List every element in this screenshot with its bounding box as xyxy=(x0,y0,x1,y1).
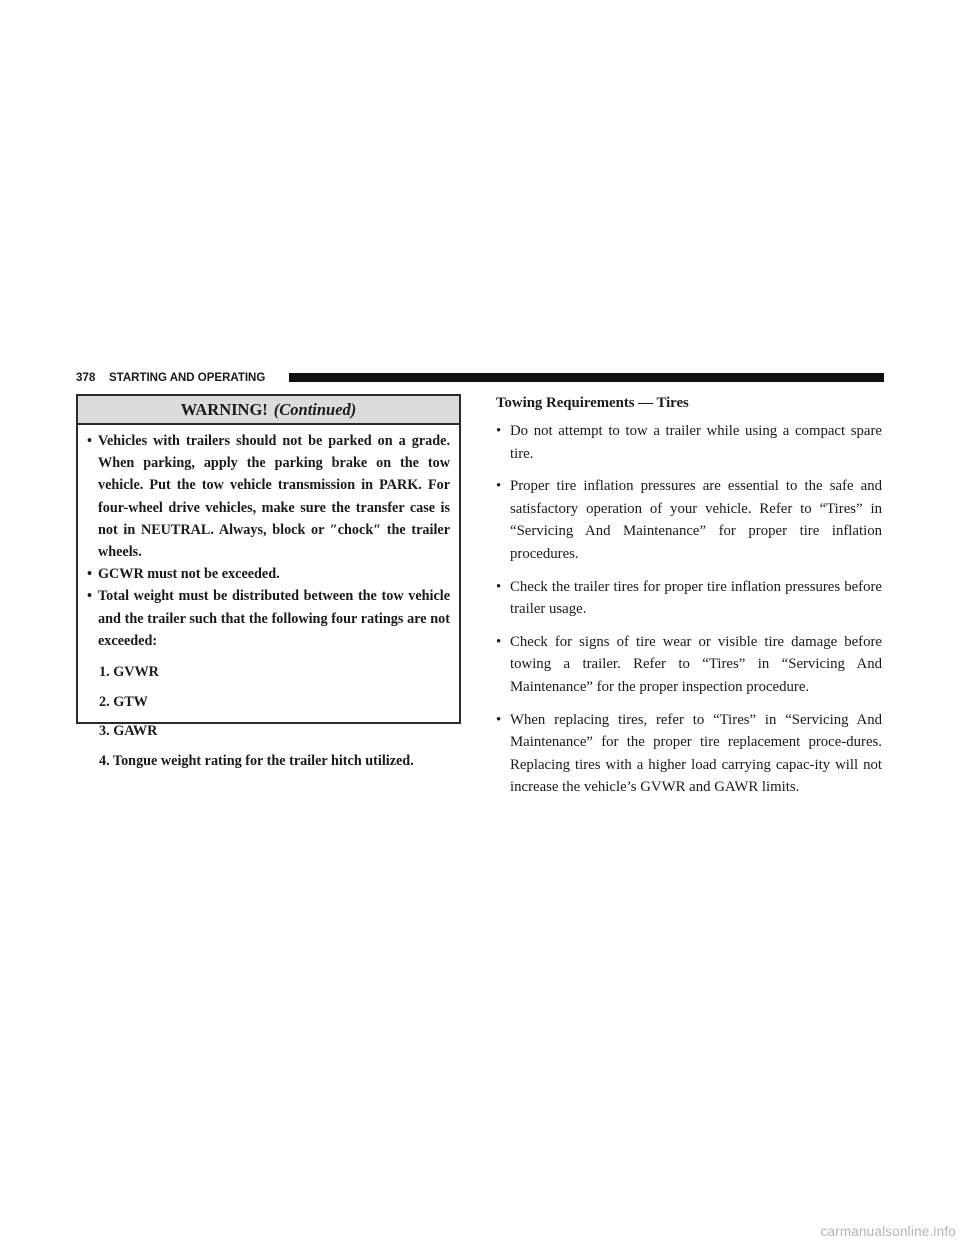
towing-item xyxy=(496,420,882,465)
towing-item-text: Check for signs of tire wear or visible tire damage before towing a trailer. Refer to “Tires” in “Servicing And Maintenance” for the proper inspection procedure. xyxy=(510,633,882,695)
section-heading: Towing Requirements — Tires xyxy=(496,395,689,411)
towing-item xyxy=(496,475,882,565)
warning-item-text: Vehicles with trailers should not be parked on a grade. When parking, apply the parking brake on the tow vehicle. Put the tow vehicle transmission in PARK. For four-wheel drive vehicles, make sure the transfer case is not in NEUTRAL. Always, block or ″chock″ the trailer wheels. xyxy=(98,433,450,561)
bullet: • xyxy=(496,711,502,728)
warning-item xyxy=(87,563,450,585)
towing-item-text: Proper tire inflation pressures are essential to the safe and satisfactory operation of your vehicle. Refer to “Tires” in “Servicing And Maintenance” for proper tire inflation procedures. xyxy=(510,478,882,562)
towing-item-text: Do not attempt to tow a trailer while using a compact spare tire. xyxy=(510,423,882,462)
warning-item xyxy=(87,430,450,563)
bullet: • xyxy=(496,423,502,439)
bullet: • xyxy=(87,588,92,605)
towing-requirements-section xyxy=(496,392,882,809)
towing-item xyxy=(496,576,882,621)
warning-title: WARNING! xyxy=(180,400,268,419)
header-rule xyxy=(289,373,884,382)
rating-item: 2. GTW xyxy=(99,693,148,710)
towing-item xyxy=(496,631,882,699)
watermark-text: carmanualsonline.info xyxy=(820,1224,956,1239)
section-title: STARTING AND OPERATING xyxy=(109,372,266,384)
rating-item: 1. GVWR xyxy=(99,664,159,681)
bullet: • xyxy=(87,433,92,449)
towing-item xyxy=(496,709,882,799)
page-number: 378 xyxy=(76,372,96,384)
rating-item: 3. GAWR xyxy=(99,723,158,740)
warning-title-bar xyxy=(78,396,459,425)
bullet: • xyxy=(496,633,502,650)
bullet: • xyxy=(496,578,502,595)
bullet: • xyxy=(496,478,502,495)
page-header xyxy=(76,370,884,386)
warning-body xyxy=(78,425,459,772)
warning-item-text: GCWR must not be exceeded. xyxy=(98,566,280,583)
bullet: • xyxy=(87,566,92,583)
warning-continued: (Continued) xyxy=(273,400,357,419)
warning-box xyxy=(76,394,461,770)
rating-item: 4. Tongue weight rating for the trailer hitch utilized. xyxy=(99,753,414,770)
towing-item-text: When replacing tires, refer to “Tires” in “Servicing And Maintenance” for the proper tire replacement proce-dures. Replacing tires with a higher load carrying capac-ity will not increase the vehicle’s GVWR and GAWR limits. xyxy=(510,711,882,796)
warning-item xyxy=(87,585,450,652)
towing-item-text: Check the trailer tires for proper tire inflation pressures before trailer usage. xyxy=(510,578,882,618)
warning-item-text: Total weight must be distributed between the tow vehicle and the trailer such that the following four ratings are not exceeded: xyxy=(98,588,450,649)
